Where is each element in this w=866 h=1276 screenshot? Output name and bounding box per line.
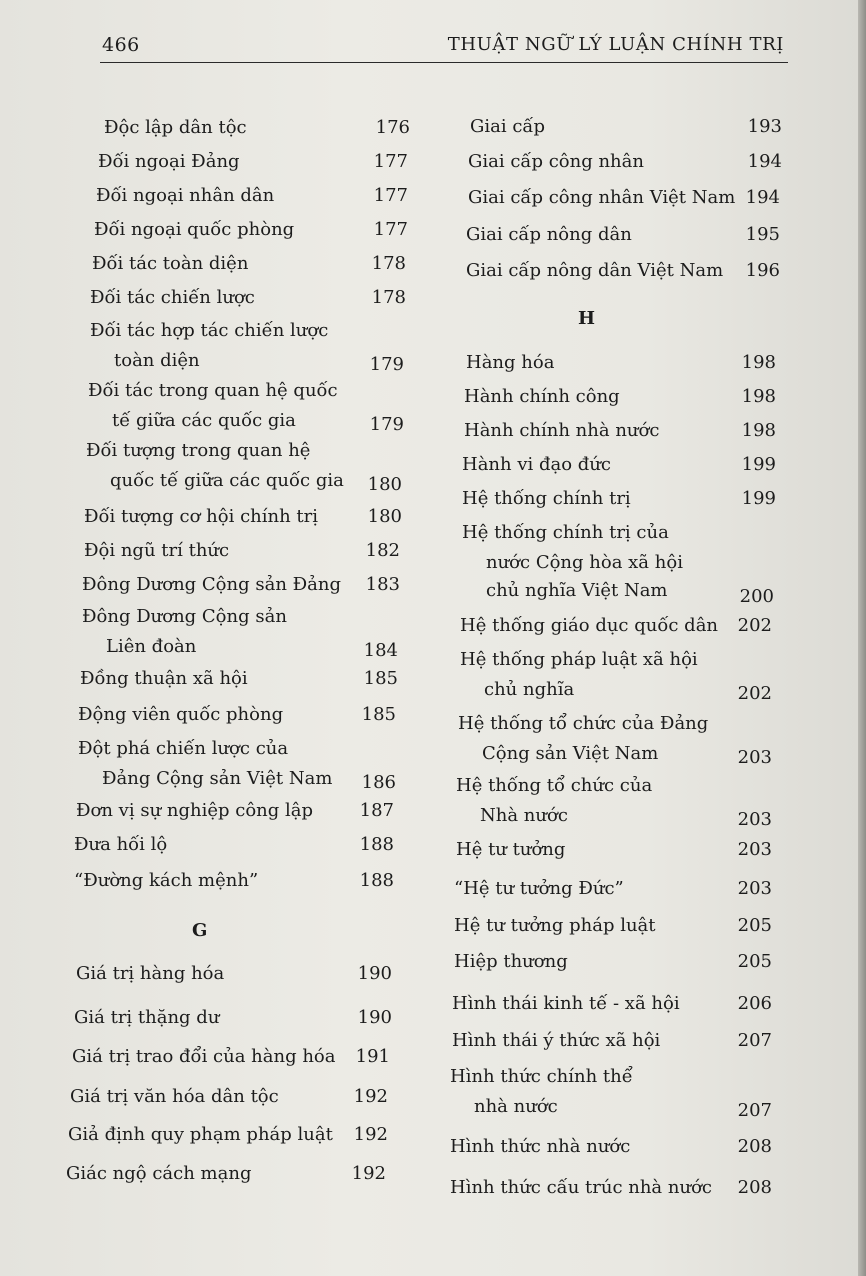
- page-reference: 177: [373, 219, 408, 240]
- index-term: Hệ tư tưởng: [456, 839, 566, 860]
- page-number: 466: [102, 34, 140, 56]
- index-term-continuation: toàn diện: [114, 350, 200, 371]
- page-reference: 198: [741, 386, 776, 407]
- index-term: Hệ thống tổ chức của: [456, 775, 653, 796]
- index-term: Hiệp thương: [454, 951, 568, 972]
- page-reference: 203: [737, 747, 772, 768]
- index-term-continuation: nước Cộng hòa xã hội: [486, 552, 683, 573]
- index-term-continuation: chủ nghĩa: [484, 679, 575, 700]
- page-reference: 176: [375, 117, 410, 138]
- page-reference: 188: [359, 870, 394, 891]
- page-reference: 186: [361, 772, 396, 793]
- page-reference: 205: [737, 951, 772, 972]
- index-term: Hình thức nhà nước: [450, 1136, 631, 1157]
- index-term: Giá trị trao đổi của hàng hóa: [72, 1046, 336, 1067]
- page-reference: 202: [737, 615, 772, 636]
- page-reference: 202: [737, 683, 772, 704]
- index-term: Đối tác hợp tác chiến lược: [90, 320, 329, 341]
- page-reference: 199: [741, 454, 776, 475]
- page-reference: 183: [365, 574, 400, 595]
- index-term: Đông Dương Cộng sản Đảng: [82, 574, 342, 595]
- index-term-continuation: nhà nước: [474, 1096, 558, 1117]
- page-reference: 200: [739, 586, 774, 607]
- page-reference: 207: [737, 1030, 772, 1051]
- page-reference: 179: [369, 414, 404, 435]
- page-reference: 194: [745, 187, 780, 208]
- page-reference: 208: [737, 1136, 772, 1157]
- index-term: Hành vi đạo đức: [462, 454, 611, 475]
- index-term: Hình thái ý thức xã hội: [452, 1030, 661, 1051]
- index-term: Giai cấp nông dân Việt Nam: [466, 260, 724, 281]
- index-term: Đối tượng trong quan hệ: [86, 440, 311, 461]
- index-term: Hệ thống giáo dục quốc dân: [460, 615, 719, 636]
- page-reference: 199: [741, 488, 776, 509]
- page-reference: 193: [747, 116, 782, 137]
- index-term: Đồng thuận xã hội: [80, 668, 248, 689]
- index-term-continuation: chủ nghĩa Việt Nam: [486, 580, 668, 601]
- page-reference: 178: [371, 287, 406, 308]
- page-reference: 192: [351, 1163, 386, 1184]
- page-reference: 203: [737, 809, 772, 830]
- page-reference: 198: [741, 352, 776, 373]
- index-term: Giai cấp: [470, 116, 545, 137]
- page-reference: 196: [745, 260, 780, 281]
- page-reference: 185: [363, 668, 398, 689]
- index-term-continuation: quốc tế giữa các quốc gia: [110, 470, 344, 491]
- page-header: [100, 28, 788, 63]
- page-reference: 190: [357, 963, 392, 984]
- index-term: Đông Dương Cộng sản: [82, 606, 287, 627]
- page-reference: 182: [365, 540, 400, 561]
- page-reference: 192: [353, 1086, 388, 1107]
- index-term: Đột phá chiến lược của: [78, 738, 289, 759]
- index-term: Giá trị văn hóa dân tộc: [70, 1086, 279, 1107]
- book-spine: [858, 0, 866, 1276]
- index-term: Hình thái kinh tế - xã hội: [452, 993, 680, 1014]
- index-term: Đối tác trong quan hệ quốc: [88, 380, 338, 401]
- page-reference: 180: [367, 474, 402, 495]
- index-term: Hàng hóa: [466, 352, 555, 373]
- page-reference: 203: [737, 878, 772, 899]
- index-term: Hệ thống chính trị: [462, 488, 631, 509]
- index-term: Đối ngoại nhân dân: [96, 185, 275, 206]
- page-reference: 188: [359, 834, 394, 855]
- index-term: Đưa hối lộ: [74, 834, 168, 855]
- page-reference: 180: [367, 506, 402, 527]
- index-term: Giác ngộ cách mạng: [66, 1163, 252, 1184]
- index-term: Hình thức chính thể: [450, 1066, 633, 1087]
- page-reference: 190: [357, 1007, 392, 1028]
- index-term: Hệ thống pháp luật xã hội: [460, 649, 698, 670]
- index-term: Giá trị hàng hóa: [76, 963, 225, 984]
- index-term: Đối ngoại Đảng: [98, 151, 240, 172]
- index-term: Hệ tư tưởng pháp luật: [454, 915, 656, 936]
- page-reference: 177: [373, 185, 408, 206]
- section-letter: H: [578, 308, 596, 329]
- index-term-continuation: Nhà nước: [480, 805, 568, 826]
- index-term: Giai cấp công nhân Việt Nam: [468, 187, 736, 208]
- page-reference: 191: [355, 1046, 390, 1067]
- index-term: Hình thức cấu trúc nhà nước: [450, 1177, 712, 1198]
- index-term: Hành chính nhà nước: [464, 420, 660, 441]
- index-term-continuation: Cộng sản Việt Nam: [482, 743, 659, 764]
- index-term-continuation: tế giữa các quốc gia: [112, 410, 296, 431]
- page-reference: 185: [361, 704, 396, 725]
- index-term: Đối tác chiến lược: [90, 287, 255, 308]
- index-term: Giai cấp công nhân: [468, 151, 644, 172]
- index-term: Hành chính công: [464, 386, 620, 407]
- index-term: Đơn vị sự nghiệp công lập: [76, 800, 314, 821]
- index-term-continuation: Liên đoàn: [106, 636, 197, 657]
- index-term: Đối tượng cơ hội chính trị: [84, 506, 318, 527]
- index-term: Động viên quốc phòng: [78, 704, 284, 725]
- index-term: Giai cấp nông dân: [466, 224, 632, 245]
- index-term: Độc lập dân tộc: [104, 117, 247, 138]
- page-reference: 205: [737, 915, 772, 936]
- index-term: “Hệ tư tưởng Đức”: [454, 878, 624, 899]
- page-reference: 207: [737, 1100, 772, 1121]
- page-reference: 195: [745, 224, 780, 245]
- index-term: Đối tác toàn diện: [92, 253, 249, 274]
- page-reference: 187: [359, 800, 394, 821]
- page-reference: 198: [741, 420, 776, 441]
- index-term: Đội ngũ trí thức: [84, 540, 230, 561]
- page-reference: 194: [747, 151, 782, 172]
- page-reference: 203: [737, 839, 772, 860]
- index-term: Hệ thống tổ chức của Đảng: [458, 713, 709, 734]
- index-term: Đối ngoại quốc phòng: [94, 219, 295, 240]
- page-reference: 177: [373, 151, 408, 172]
- running-title: THUẬT NGỮ LÝ LUẬN CHÍNH TRỊ: [447, 34, 784, 55]
- page-reference: 179: [369, 354, 404, 375]
- index-term: Giá trị thặng dư: [74, 1007, 220, 1028]
- page-reference: 184: [363, 640, 398, 661]
- page-reference: 192: [353, 1124, 388, 1145]
- page-reference: 208: [737, 1177, 772, 1198]
- index-term: Hệ thống chính trị của: [462, 522, 669, 543]
- index-term-continuation: Đảng Cộng sản Việt Nam: [102, 768, 333, 789]
- index-term: Giả định quy phạm pháp luật: [68, 1124, 333, 1145]
- page-reference: 178: [371, 253, 406, 274]
- page-reference: 206: [737, 993, 772, 1014]
- index-term: “Đường kách mệnh”: [74, 870, 259, 891]
- section-letter: G: [192, 920, 208, 941]
